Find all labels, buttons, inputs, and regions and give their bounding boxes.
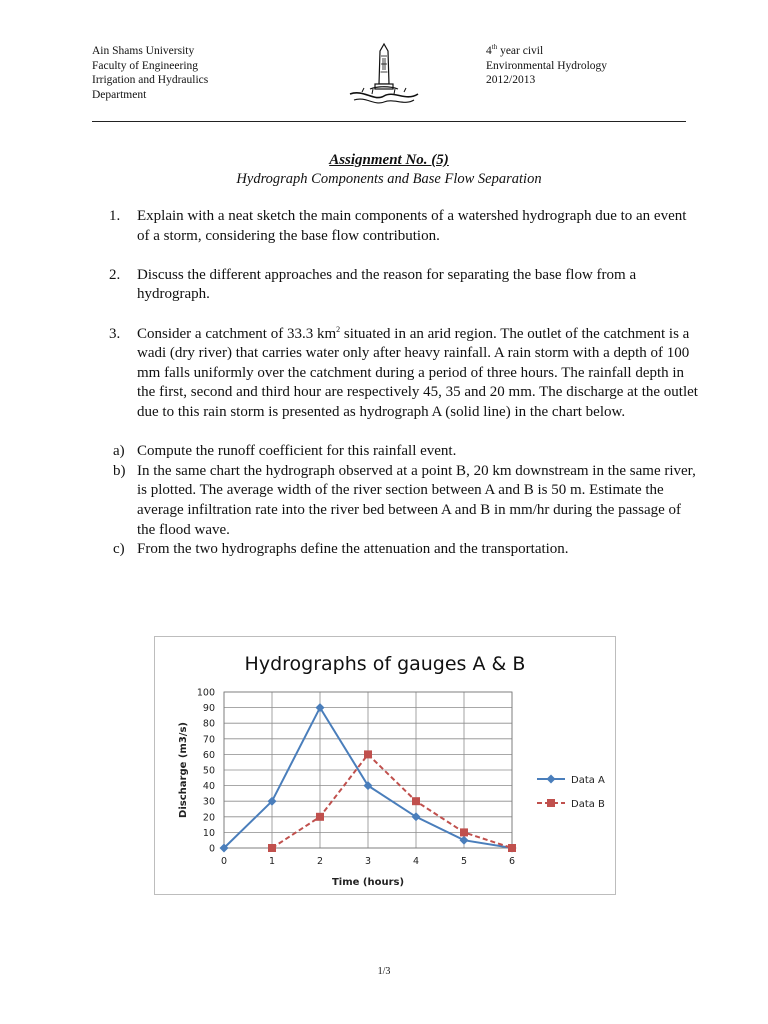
assignment-subtitle: Hydrograph Components and Base Flow Separation: [236, 171, 542, 187]
subquestion-label: c): [113, 541, 125, 558]
subquestion-label: b): [113, 462, 126, 479]
y-axis-label: Discharge (m3/s): [178, 722, 189, 818]
question-2: [109, 266, 699, 305]
y-tick-label: 0: [208, 843, 215, 855]
data-point-data-b: [460, 828, 468, 836]
x-tick-label: 3: [364, 856, 372, 867]
chart-title: Hydrographs of gauges A & B: [244, 653, 526, 675]
x-tick-label: 5: [460, 856, 468, 867]
x-tick-label: 2: [316, 856, 324, 867]
y-tick-label: 80: [202, 718, 215, 730]
subquestion-list: [109, 442, 699, 560]
x-tick-label: 1: [268, 856, 276, 867]
faculty-name: Faculty of Engineering: [92, 59, 199, 72]
y-tick-label: 30: [202, 796, 215, 808]
y-tick-label: 60: [202, 749, 215, 761]
legend-marker: [547, 775, 556, 784]
chart-canvas: [155, 637, 615, 894]
question-text: Explain with a neat sketch the main components of a watershed hydrograph due to an event of a storm, considering the base flow contribution.: [137, 208, 687, 244]
subquestion-text: In the same chart the hydrograph observed at a point B, 20 km downstream in the same river, is plotted. The average width of the river section between A and B is 50 m. Estimate the average infiltration rate into the river bed between A and B in mm/hr during the passage of the flood wave.: [137, 462, 696, 538]
y-tick-label: 20: [202, 812, 215, 824]
x-axis-label: Time (hours): [331, 877, 405, 888]
y-tick-label: 40: [202, 781, 215, 793]
subquestion-text: From the two hydrographs define the attenuation and the transportation.: [137, 541, 569, 558]
page-number: 1/3: [377, 966, 391, 977]
y-tick-label: 70: [202, 734, 215, 746]
header-divider: [92, 121, 686, 122]
university-logo-icon: [344, 42, 424, 108]
assignment-title: Assignment No. (5): [329, 152, 449, 168]
question-number: 3.: [109, 325, 121, 342]
subquestion-b: [109, 462, 699, 540]
data-point-data-b: [412, 797, 420, 805]
legend-label: Data B: [571, 799, 605, 810]
subquestion-text: Compute the runoff coefficient for this rainfall event.: [137, 443, 457, 460]
academic-year: 2012/2013: [486, 74, 536, 86]
y-tick-label: 50: [202, 765, 215, 777]
data-point-data-a: [316, 703, 325, 712]
data-point-data-b: [508, 844, 516, 852]
course-year: 4th year civil: [486, 43, 544, 57]
department-name-line2: Department: [92, 88, 147, 101]
question-text-part1: Consider a catchment of 33.3 km: [137, 325, 337, 342]
y-tick-label: 100: [196, 687, 215, 699]
legend-marker: [547, 799, 555, 807]
question-number: 2.: [109, 266, 121, 283]
data-point-data-b: [268, 844, 276, 852]
data-point-data-b: [316, 813, 324, 821]
subquestion-c: [109, 540, 699, 560]
superscript: 2: [336, 324, 341, 334]
question-text-part2: situated in an arid region. The outlet of the catchment is a wadi (dry river) that carries water only after heavy rainfall. A rain storm with a depth of 100 mm falls uniformly over the catchment during a period of three hours. The rainfall depth in the first, second and third hour are respectively 45, 35 and 20 mm. The discharge at the outlet due to this rain storm is presented as hydrograph A (solid line) in the chart below.: [137, 325, 698, 420]
data-point-data-a: [460, 836, 469, 845]
question-number: 1.: [109, 208, 121, 224]
x-tick-label: 0: [220, 856, 228, 867]
department-name-line1: Irrigation and Hydraulics: [92, 74, 209, 86]
subquestion-label: a): [113, 443, 125, 460]
hydrograph-chart: [154, 636, 616, 895]
question-1: [109, 207, 699, 246]
question-text: Discuss the different approaches and the reason for separating the base flow from a hydrograph.: [137, 266, 637, 303]
x-tick-label: 6: [508, 856, 516, 867]
legend-label: Data A: [571, 775, 605, 786]
course-name: Environmental Hydrology: [486, 59, 608, 72]
x-tick-label: 4: [412, 856, 420, 867]
question-3: [109, 325, 699, 423]
data-point-data-b: [364, 750, 372, 758]
header-institution: [92, 44, 208, 102]
university-name: Ain Shams University: [92, 45, 195, 57]
y-tick-label: 10: [202, 827, 215, 839]
subquestion-a: [109, 442, 699, 462]
header-course-info: [486, 44, 607, 88]
y-tick-label: 90: [202, 703, 215, 715]
question-list: [109, 207, 699, 560]
